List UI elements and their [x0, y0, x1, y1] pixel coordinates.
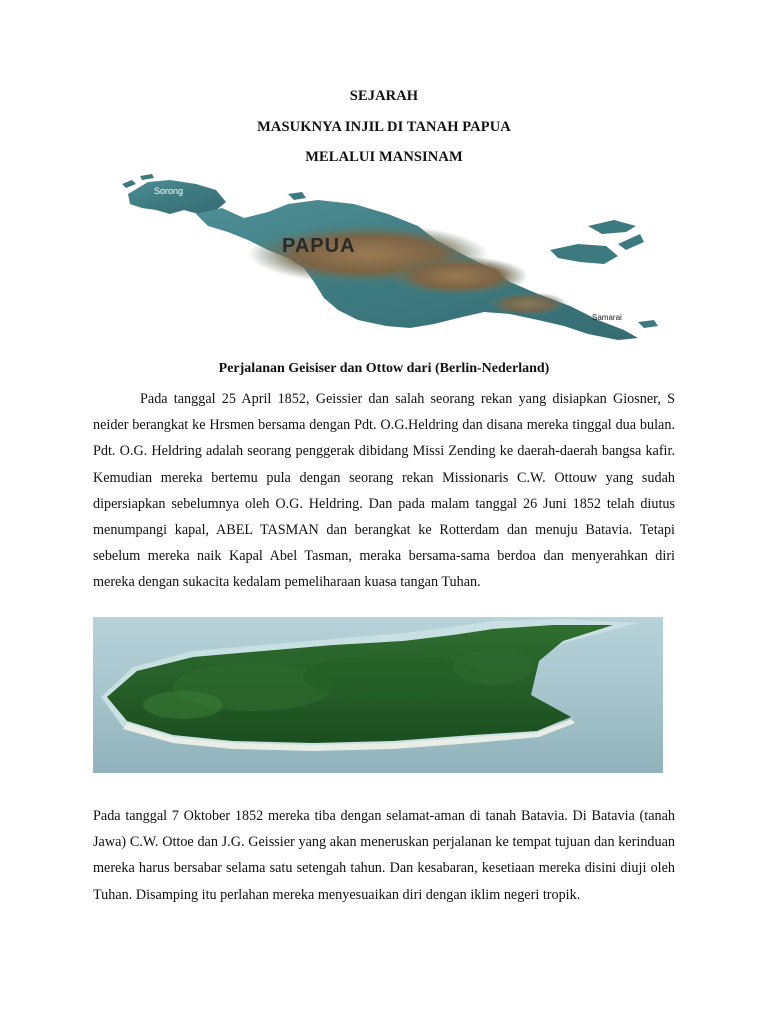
papua-map-graphic [118, 174, 670, 348]
title-line-2: MASUKNYA INJIL DI TANAH PAPUA [257, 119, 511, 135]
section-heading: Perjalanan Geisiser dan Ottow dari (Berlin-Nederland) [218, 361, 550, 376]
map-label-main: PAPUA [282, 235, 356, 257]
paragraph-1 [93, 386, 675, 596]
paragraph-2: Pada tanggal 7 Oktober 1852 mereka tiba dengan selamat-aman di tanah Batavia. Di Batavia (tanah Jawa) C.W. Ottoe dan J.G. Geissier yang akan meneruskan perjalanan ke tempat tujuan dan kerinduan mereka harus bersabar selama satu setengah tahun. Dan kesabaran, kesetiaan mereka disini diuji oleh Tuhan. Disamping itu perlahan mereka menyesuaikan diri dengan iklim negeri tropik. [93, 808, 675, 903]
map-label-east: Samarai [592, 313, 622, 322]
paragraph-1-text: Pada tanggal 25 April 1852, Geissier dan salah seorang rekan yang disiapkan Giosner, S neider berangkat ke Hrsmen bersama dengan Pdt. O.G.Heldring dan disana mereka tinggal dua bulan. Pdt. O.G. Heldring adalah seorang penggerak dibidang Missi Zending ke daerah-daerah bangsa kafir. Kemudian mereka bertemu pula dengan seorang rekan Missionaris C.W. Ottouw yang sudah dipersiapkan sebelumnya oleh O.G. Heldring. Dan pada malam tanggal 26 Juni 1852 telah diutus menumpangi kapal, ABEL TASMAN dan berangkat ke Rotterdam dan menuju Batavia. Tetapi sebelum mereka naik Kapal Abel Tasman, meraka bersama-sama berdoa dan menyerahkan diri mereka dengan sukacita kedalam pemeliharaan kuasa tangan Tuhan. [93, 391, 675, 591]
map-label-west: Sorong [154, 186, 184, 196]
title-line-3: MELALUI MANSINAM [305, 149, 463, 165]
title-line-1: SEJARAH [349, 88, 419, 104]
island-photo-graphic [93, 617, 663, 773]
papua-map-image [118, 174, 670, 348]
mansinam-island-photo [93, 617, 663, 773]
